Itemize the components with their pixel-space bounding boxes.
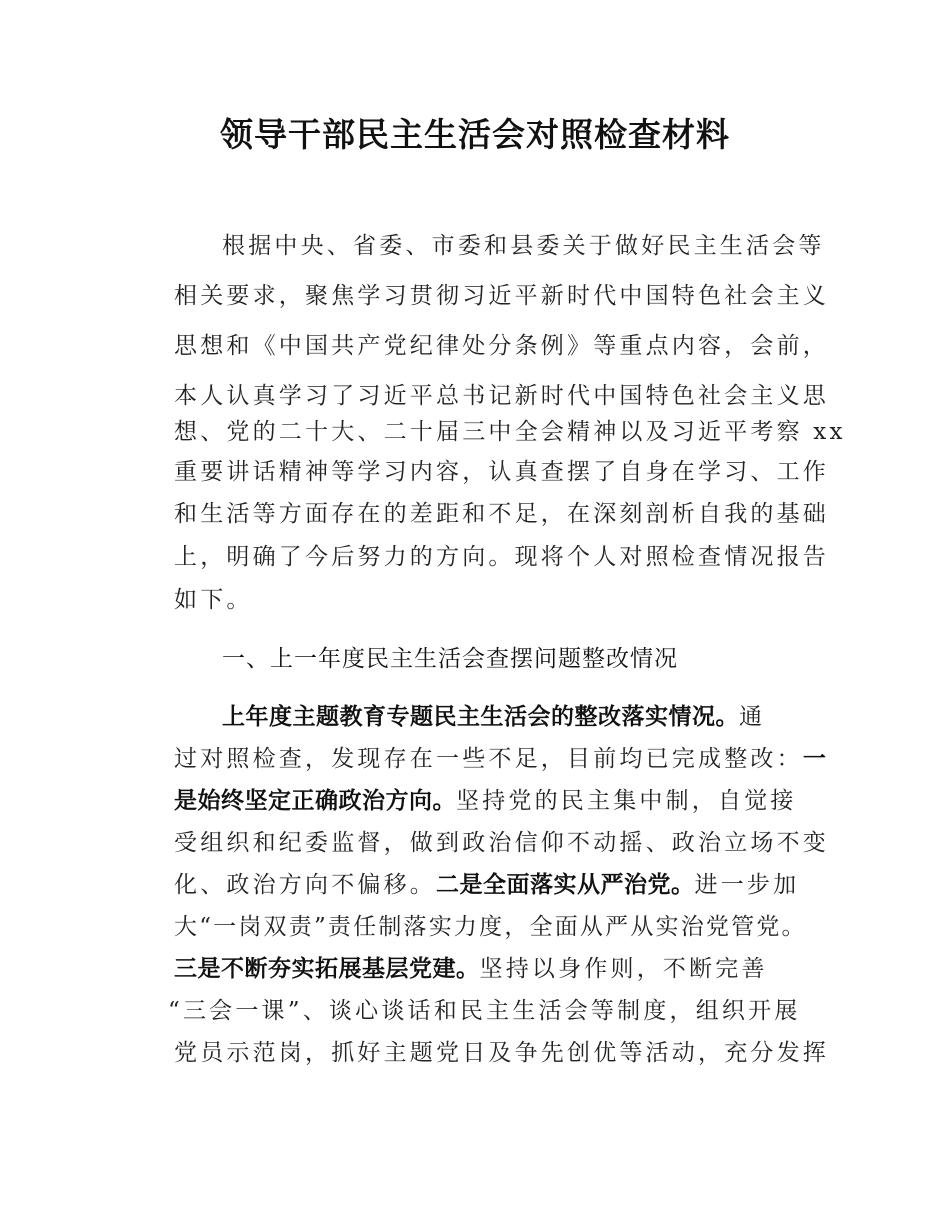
intro-line: 和生活等方面存在的差距和不足，在深刻剖析自我的基础 — [174, 501, 829, 527]
body-text: 通 — [739, 704, 766, 730]
intro-line: 本人认真学习了习近平总书记新时代中国特色社会主义思 — [174, 383, 829, 409]
body-text: 进一步加 — [694, 872, 800, 898]
document-title: 领导干部民主生活会对照检查材料 — [220, 115, 730, 154]
intro-line: 重要讲话精神等学习内容，认真查摆了自身在学习、工作 — [174, 459, 829, 485]
body-text: 坚持以身作则，不断完善 — [479, 956, 768, 982]
intro-line: 上，明确了今后努力的方向。现将个人对照检查情况报告 — [174, 544, 829, 570]
body-line — [174, 865, 814, 905]
body-text: 过对照检查，发现存在一些不足，目前均已完成整改： — [174, 746, 803, 772]
bold-phrase: 一 — [802, 746, 827, 772]
bold-phrase: 二是全面落实从严治党。 — [436, 872, 695, 898]
body-line — [174, 739, 827, 779]
body-line — [174, 781, 814, 821]
body-line: 大“一岗双责”责任制落实力度，全面从严从实治党管党。 — [174, 914, 807, 940]
body-line — [222, 697, 862, 737]
bold-phrase: 上年度主题教育专题民主生活会的整改落实情况。 — [222, 704, 739, 730]
body-line: “三会一课”、谈心谈话和民主生活会等制度，组织开展 — [168, 998, 801, 1024]
body-line: 党员示范岗，抓好主题党日及争先创优等活动，充分发挥 — [174, 1040, 829, 1066]
body-text: 化、政治方向不偏移。 — [174, 872, 436, 898]
body-line: 受组织和纪委监督，做到政治信仰不动摇、政治立场不变 — [174, 830, 829, 856]
section-heading: 一、上一年度民主生活会查摆问题整改情况 — [222, 646, 678, 672]
body-line — [174, 949, 814, 989]
intro-line: 根据中央、省委、市委和县委关于做好民主生活会等 — [222, 233, 825, 259]
intro-line: 思想和《中国共产党纪律处分条例》等重点内容，会前， — [174, 333, 829, 359]
bold-phrase: 三是不断夯实拓展基层党建。 — [174, 956, 480, 982]
intro-line: 如下。 — [174, 587, 253, 613]
intro-line: 想、党的二十大、二十届三中全会精神以及习近平考察 xx — [174, 419, 846, 445]
intro-line: 相关要求，聚焦学习贯彻习近平新时代中国特色社会主义 — [174, 283, 829, 309]
bold-phrase: 是始终坚定正确政治方向。 — [174, 788, 456, 814]
body-text: 坚持党的民主集中制，自觉接 — [456, 788, 797, 814]
